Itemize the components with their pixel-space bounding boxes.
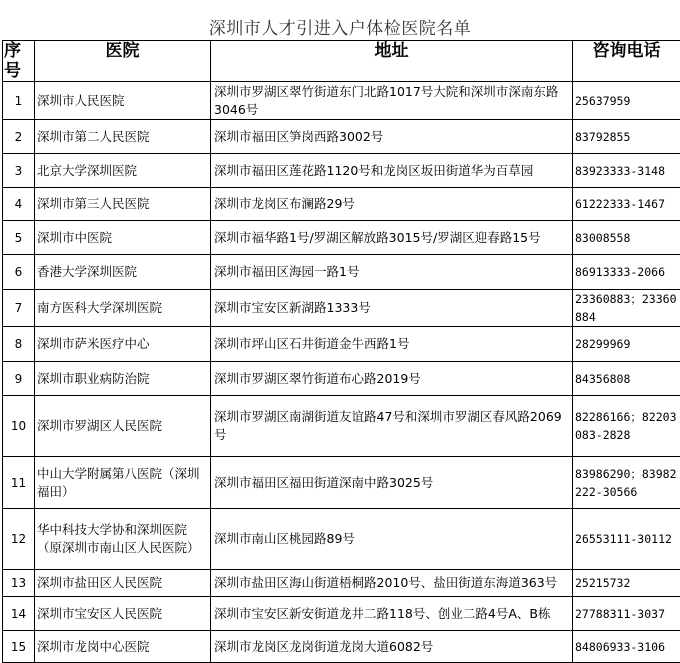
hospital-table bbox=[2, 40, 680, 663]
hospital-address: 深圳市罗湖区翠竹街道布心路2019号 bbox=[211, 362, 573, 396]
row-number: 10 bbox=[3, 396, 35, 457]
hospital-address: 深圳市龙岗区龙岗街道龙岗大道6082号 bbox=[211, 631, 573, 663]
hospital-phone: 84356808 bbox=[573, 362, 680, 396]
header-phone: 咨询电话 bbox=[573, 41, 680, 82]
page-title: 深圳市人才引进入户体检医院名单 bbox=[0, 14, 680, 39]
table-row bbox=[3, 221, 680, 255]
hospital-address: 深圳市福田区笋岗西路3002号 bbox=[211, 120, 573, 154]
hospital-address: 深圳市宝安区新湖路1333号 bbox=[211, 290, 573, 327]
hospital-name: 香港大学深圳医院 bbox=[35, 255, 211, 290]
row-number: 14 bbox=[3, 597, 35, 631]
hospital-address: 深圳市福田区福田街道深南中路3025号 bbox=[211, 457, 573, 509]
hospital-phone: 61222333-1467 bbox=[573, 188, 680, 221]
header-address: 地址 bbox=[211, 41, 573, 82]
hospital-name: 深圳市中医院 bbox=[35, 221, 211, 255]
hospital-address: 深圳市罗湖区南湖街道友谊路47号和深圳市罗湖区春风路2069号 bbox=[211, 396, 573, 457]
hospital-name: 深圳市职业病防治院 bbox=[35, 362, 211, 396]
hospital-name: 深圳市第三人民医院 bbox=[35, 188, 211, 221]
row-number: 4 bbox=[3, 188, 35, 221]
hospital-phone: 83008558 bbox=[573, 221, 680, 255]
table-row bbox=[3, 290, 680, 327]
table-row bbox=[3, 597, 680, 631]
hospital-address: 深圳市罗湖区翠竹街道东门北路1017号大院和深圳市深南东路3046号 bbox=[211, 82, 573, 120]
table-row bbox=[3, 396, 680, 457]
table-row bbox=[3, 362, 680, 396]
row-number: 12 bbox=[3, 509, 35, 570]
hospital-name: 北京大学深圳医院 bbox=[35, 154, 211, 188]
header-row bbox=[3, 41, 680, 82]
hospital-name: 中山大学附属第八医院（深圳福田） bbox=[35, 457, 211, 509]
table-row bbox=[3, 509, 680, 570]
table-row bbox=[3, 327, 680, 362]
hospital-name: 南方医科大学深圳医院 bbox=[35, 290, 211, 327]
hospital-address: 深圳市南山区桃园路89号 bbox=[211, 509, 573, 570]
hospital-name: 深圳市龙岗中心医院 bbox=[35, 631, 211, 663]
hospital-address: 深圳市福田区莲花路1120号和龙岗区坂田街道华为百草园 bbox=[211, 154, 573, 188]
table-row bbox=[3, 631, 680, 663]
hospital-name: 深圳市第二人民医院 bbox=[35, 120, 211, 154]
table-row bbox=[3, 255, 680, 290]
row-number: 13 bbox=[3, 570, 35, 597]
table-row bbox=[3, 82, 680, 120]
hospital-phone: 27788311-3037 bbox=[573, 597, 680, 631]
row-number: 9 bbox=[3, 362, 35, 396]
hospital-name: 深圳市罗湖区人民医院 bbox=[35, 396, 211, 457]
row-number: 8 bbox=[3, 327, 35, 362]
table-row bbox=[3, 188, 680, 221]
hospital-address: 深圳市坪山区石井街道金牛西路1号 bbox=[211, 327, 573, 362]
hospital-phone: 23360883；23360884 bbox=[573, 290, 680, 327]
header-hospital: 医院 bbox=[35, 41, 211, 82]
hospital-phone: 84806933-3106 bbox=[573, 631, 680, 663]
row-number: 3 bbox=[3, 154, 35, 188]
hospital-address: 深圳市盐田区海山街道梧桐路2010号、盐田街道东海道363号 bbox=[211, 570, 573, 597]
hospital-phone: 83923333-3148 bbox=[573, 154, 680, 188]
hospital-name: 华中科技大学协和深圳医院（原深圳市南山区人民医院） bbox=[35, 509, 211, 570]
row-number: 1 bbox=[3, 82, 35, 120]
hospital-phone: 26553111-30112 bbox=[573, 509, 680, 570]
hospital-address: 深圳市福华路1号/罗湖区解放路3015号/罗湖区迎春路15号 bbox=[211, 221, 573, 255]
hospital-phone: 83792855 bbox=[573, 120, 680, 154]
hospital-name: 深圳市萨米医疗中心 bbox=[35, 327, 211, 362]
row-number: 7 bbox=[3, 290, 35, 327]
table-row bbox=[3, 154, 680, 188]
hospital-name: 深圳市盐田区人民医院 bbox=[35, 570, 211, 597]
row-number: 15 bbox=[3, 631, 35, 663]
table-row bbox=[3, 570, 680, 597]
hospital-phone: 82286166；82203083-2828 bbox=[573, 396, 680, 457]
hospital-name: 深圳市宝安区人民医院 bbox=[35, 597, 211, 631]
hospital-address: 深圳市宝安区新安街道龙井二路118号、创业二路4号A、B栋 bbox=[211, 597, 573, 631]
hospital-phone: 28299969 bbox=[573, 327, 680, 362]
row-number: 11 bbox=[3, 457, 35, 509]
table-row bbox=[3, 120, 680, 154]
row-number: 6 bbox=[3, 255, 35, 290]
table-row bbox=[3, 457, 680, 509]
hospital-phone: 25637959 bbox=[573, 82, 680, 120]
header-seq: 序号 bbox=[3, 41, 35, 82]
hospital-name: 深圳市人民医院 bbox=[35, 82, 211, 120]
hospital-phone: 86913333-2066 bbox=[573, 255, 680, 290]
hospital-address: 深圳市福田区海园一路1号 bbox=[211, 255, 573, 290]
hospital-phone: 83986290；83982222-30566 bbox=[573, 457, 680, 509]
row-number: 5 bbox=[3, 221, 35, 255]
row-number: 2 bbox=[3, 120, 35, 154]
hospital-phone: 25215732 bbox=[573, 570, 680, 597]
hospital-address: 深圳市龙岗区布澜路29号 bbox=[211, 188, 573, 221]
